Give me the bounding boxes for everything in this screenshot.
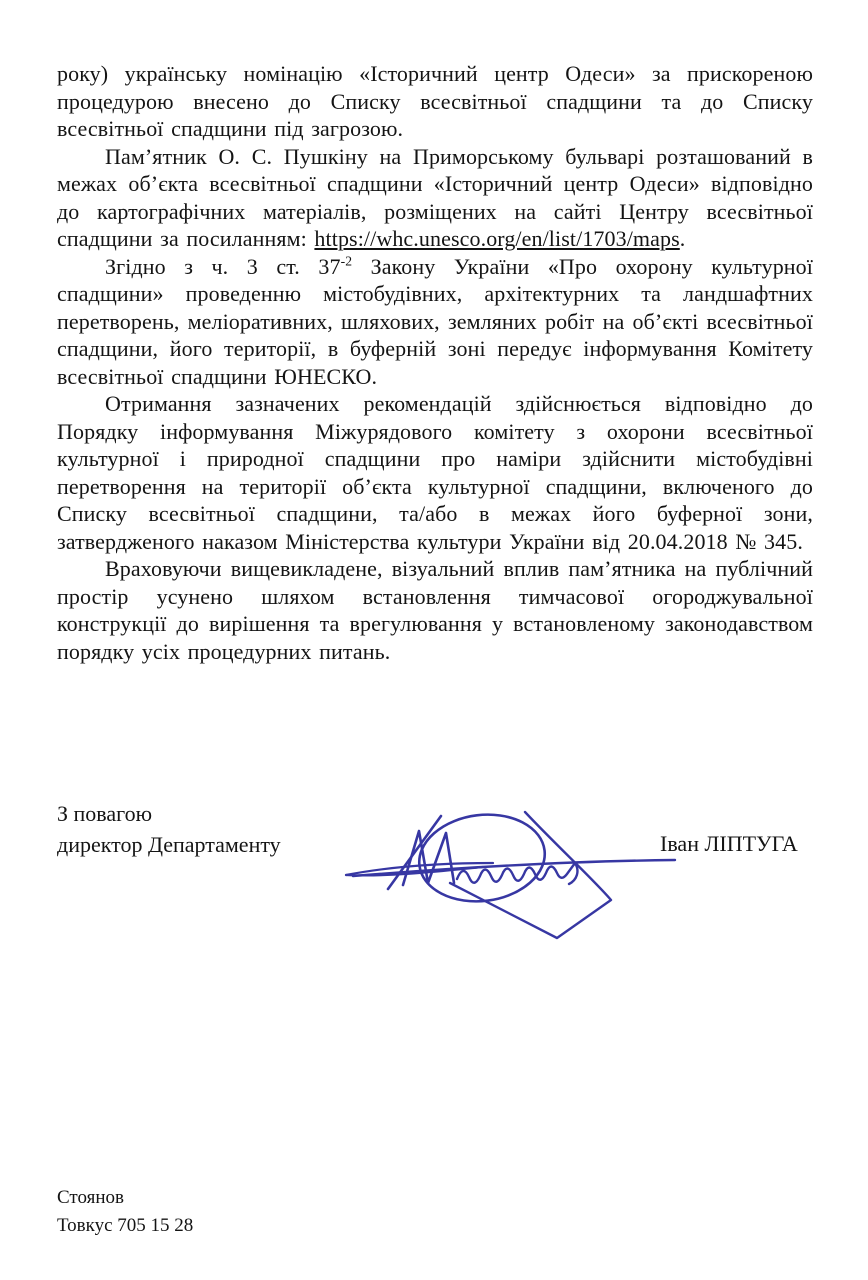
signature-ink-group: [346, 808, 675, 938]
executor-name: Стоянов: [57, 1187, 124, 1208]
article-superscript: -2: [340, 253, 353, 269]
paragraph-conclusion: Враховуючи вищевикладене, візуальний вплив пам’ятника на публічний простір усунено шляхом встановлення тимчасової огороджувальної конструкції до вирішення та врегулювання у встановленому законодавством порядку усіх процедурних питань.: [57, 556, 813, 664]
paragraph-text: Згідно з ч. 3 ст. 37: [105, 253, 341, 279]
paragraph-text: .: [679, 226, 686, 251]
executor-block: [57, 1184, 193, 1240]
signature-stroke: [388, 816, 441, 889]
paragraph-procedure: Отримання зазначених рекомендацій здійснюється відповідно до Порядку інформування Міжурядового комітету з охорони всесвітньої культурної і природної спадщини про наміри здійснити містобудівні перетворення на території об’єкта культурної спадщини, включеного до Списку всесвітньої спадщини, та/або в межах його буферної зони, затвердженого наказом Міністерства культури України від 20.04.2018 № 345.: [57, 391, 813, 554]
paragraph-text: Закону України «Про охорону культурної спадщини» проведенню містобудівних, архітектурних та ландшафтних перетворень, меліоративних, шляхових, земляних робіт на об’єкті всесвітньої спадщини, його території, в буферній зоні передує інформування Комітету всесвітньої спадщини ЮНЕСКО.: [57, 253, 813, 389]
paragraph-law: [57, 253, 813, 391]
signer-name: Іван ЛІПТУГА: [660, 831, 798, 856]
paragraph-continuation: року) українську номінацію «Історичний центр Одеси» за прискореною процедурою внесено до Списку всесвітньої спадщини та до Списку всесвітньої спадщини під загрозою.: [57, 61, 813, 141]
paragraph-text: Пам’ятник О. С. Пушкіну на Приморському бульварі розташований в межах об’єкта всесвітньої спадщини «Історичний центр Одеси» відповідно до картографічних матеріалів, розміщених на сайті Центру всесвітньої спадщини за посиланням:: [57, 143, 813, 251]
paragraph-monument: [57, 143, 813, 253]
handwritten-signature: [333, 776, 693, 954]
signer-title: директор Департаменту: [57, 832, 281, 857]
closing-salutation: З повагою: [57, 801, 153, 826]
executor-phone: Товкус 705 15 28: [57, 1215, 194, 1236]
closing-block: [57, 798, 281, 860]
letter-body: [57, 60, 813, 665]
signature-stroke: [450, 812, 611, 938]
unesco-maps-link[interactable]: https://whc.unesco.org/en/list/1703/maps: [314, 226, 680, 251]
